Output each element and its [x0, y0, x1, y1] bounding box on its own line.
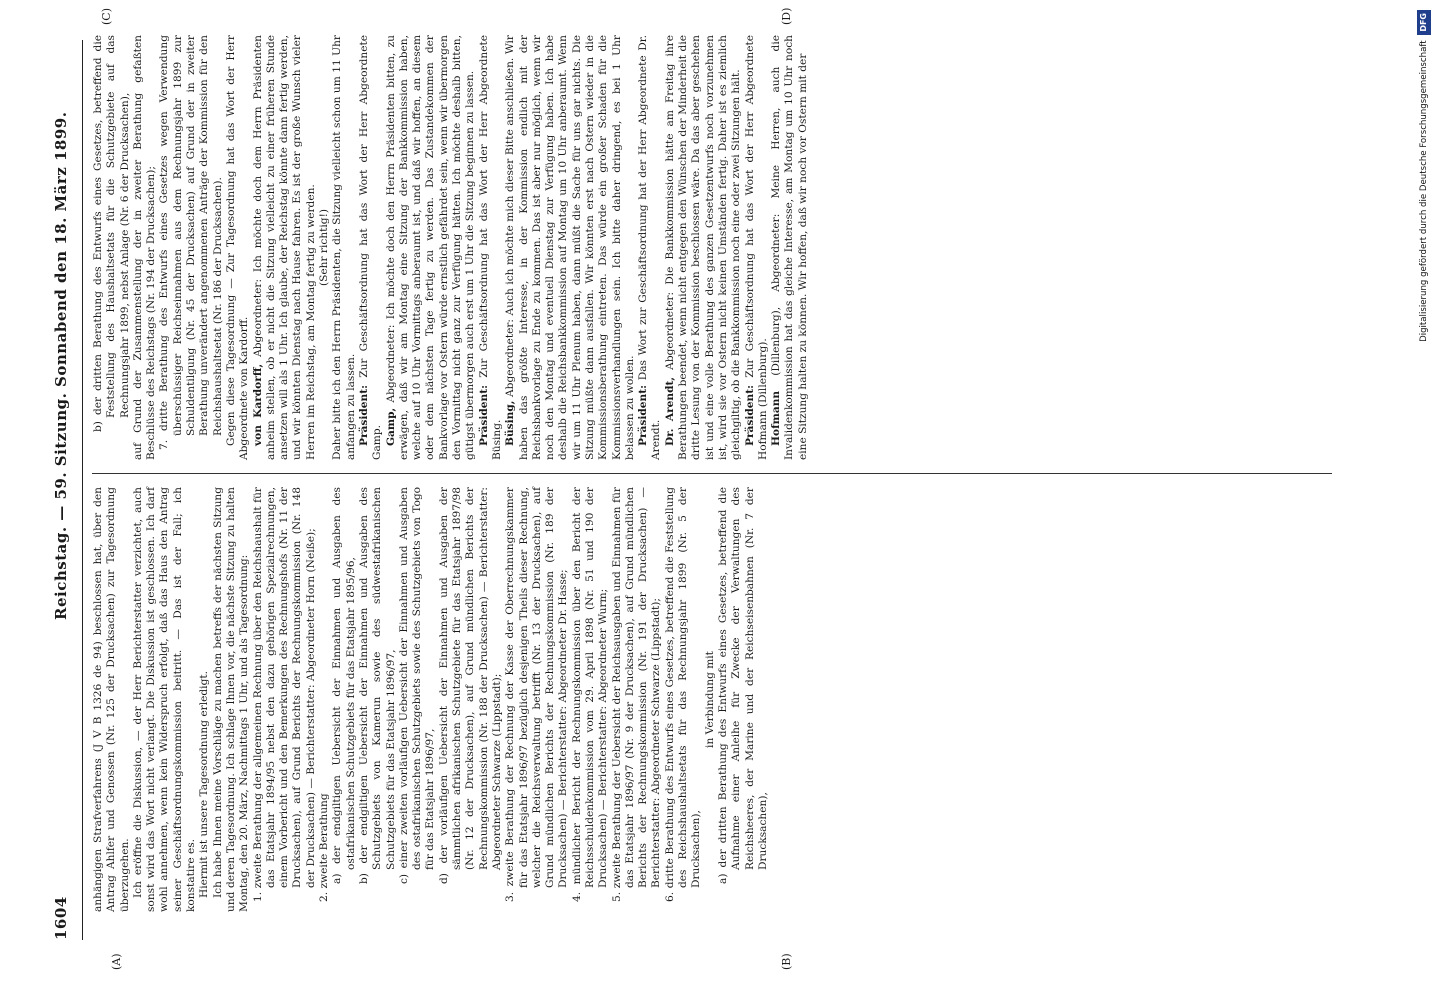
speaker-name: Präsident: [357, 384, 370, 446]
speaker-name: Präsident: [637, 384, 650, 446]
left-paragraph [358, 487, 398, 912]
paragraph-text: Abgeordneter: Auch ich möchte mich dieser Bitte anschließen. Wir haben das größte Interesse, in der Kommission endlich mit der Reichsbankvorlage zu Ende zu kommen. Das ist aber nur möglich, wenn wir noch den Montag und eventuell Dienstag zur Verfügung haben. Ich habe deshalb die Reichsbankkommission auf Montag um 10 Uhr anberaumt. Wenn wir um 11 Uhr Plenum haben, dann müßt die Sache für uns gar nichts. Die Sitzung müßte dann ausfallen. Wir könnten erst nach Ostern wieder in die Kommissionsberathung eintreten. Das würde ein großer Schaden für die Kommissionsverhandlungen sein. Ich bitte daher dringend, es bei 1 Uhr belassen zu wollen. [504, 35, 636, 460]
right-text-column [92, 35, 810, 460]
left-text-column [92, 487, 770, 912]
right-paragraph [331, 35, 358, 460]
paragraph-text: Ich eröffne die Diskussion, — der Herr Berichterstatter verzichtet, auch sonst wird das Wort nicht verlangt. Die Diskussion ist geschlossen. Ich darf wohl annehmen, wenn kein Widerspruch erfolgt, daß das Haus den Antrag seiner Geschäftsordnungskommission beitritt. — Das ist der Fall; ich konstatire es. [131, 487, 198, 912]
left-paragraph [611, 487, 664, 912]
digitization-note [1417, 10, 1431, 990]
paragraph-text: 3. zweite Berathung der Rechnung der Kasse der Oberrechnungskammer für das Etatsjahr 1896/97 bezüglich desjenigen Theils dieser Rechnung, welcher die Reichsverwaltung betrifft (Nr. 13 der Drucksachen), auf Grund mündlichen Berichts der Rechnungskommission (Nr. 189 der Drucksachen) — Berichterstatter: Abgeordneter Dr. Hasse; [504, 487, 570, 902]
speaker-name: Büsing, [504, 400, 517, 446]
right-paragraph [385, 35, 478, 460]
paragraph-text: a) der endgiltigen Uebersicht der Einnahmen und Ausgaben des ostafrikanischen Schutzgebiets für das Etatsjahr 1895/96, [331, 487, 357, 884]
paragraph-text: in Verbindung mit [703, 651, 716, 748]
right-paragraph [225, 35, 252, 460]
header-rule [82, 40, 83, 940]
right-paragraph [358, 35, 385, 460]
paragraph-text: 6. dritte Berathung des Entwurfs eines Gesetzes, betreffend die Feststellung des Reichshaushaltsetats für das Rechnungsjahr 1899 (Nr. 5 der Drucksachen), [663, 487, 703, 902]
paragraph-text: anhängigen Strafverfahrens (J V B 1326 de 94) beschlossen hat, über den Antrag Ahlfer und Genossen (Nr. 125 der Drucksachen) zur Tagesordnung überzugehen. [92, 487, 131, 912]
right-paragraph [132, 35, 159, 460]
dfg-logo: DFG [1417, 10, 1431, 35]
paragraph-text: Abgeordneter: Die Bankkommission hätte am Freitag ihre Berathungen beendet, wenn nicht entgegen den Wünschen der Minderheit die dritte Lesung von der Kommission beschlossen wäre. Da das aber geschehen ist und eine volle Berathung des ganzen Gesetzentwurfs noch vorzunehmen ist, wird sie vor Ostern nicht keinen Umständen fertig. Daher ist es ziemlich gleichgiltig, ob die Bankkommission noch eine oder zwei Sitzungen hält. [663, 35, 743, 460]
paragraph-text: Hiermit ist unsere Tagesordnung erledigt. [198, 671, 211, 898]
right-paragraph [252, 35, 318, 460]
right-paragraph [664, 35, 744, 460]
paragraph-text: Ich habe Ihnen meine Vorschläge zu machen betreffs der nächsten Sitzung und deren Tagesordnung. Ich schlage Ihnen vor, die nächste Sitzung zu halten Montag, den 20. März, Nachmittags 1 Uhr, und als Tagesordnung: [211, 487, 251, 912]
paragraph-text: (Dillenburg), Abgeordneter: Meine Herren, auch die Invalidenkommission hat das gleiche Interesse, am Montag um 10 Uhr noch eine Sitzung halten zu können. Wir hoffen, daß wir noch vor Ostern mit der [770, 35, 809, 460]
margin-marker-b: (B) [780, 953, 793, 970]
speaker-name: Präsident: [743, 384, 756, 446]
margin-marker-d: (D) [780, 7, 793, 25]
paragraph-text: Abgeordneter: Ich möchte doch den Herrn Präsidenten bitten, zu erwägen, daß wir am Montag eine Sitzung der Bankkommission haben, welche auf 10 Uhr Vormittags anberaumt ist, und daß wir hoffen, an diesem oder dem nächsten Tage fertig zu werden. Das Zustandekommen der Bankvorlage vor Ostern würde ernstlich gefährdet sein, wenn wir übermorgen den Vormittag nicht ganz zur Verfügung hätten. Ich möchte deshalb bitten, gütigst übermorgen auch erst um 1 Uhr die Sitzung beginnen zu lassen. [384, 35, 477, 460]
page-number: 1604 [52, 896, 70, 940]
paragraph-text: Zur Geschäftsordnung hat das Wort der Herr Abgeordnete Hofmann (Dillenburg). [743, 35, 769, 460]
paragraph-text: a) der dritten Berathung des Entwurfs eines Gesetzes, betreffend die Aufnahme einer Anleihe für Zwecke der Verwaltungen des Reichsheeres, der Marine und der Reichseisenbahnen (Nr. 7 der Drucksachen), [716, 487, 769, 884]
right-paragraph [744, 35, 771, 460]
digitization-note-text: Digitalisierung gefördert durch die Deutsche Forschungsgemeinschaft [1419, 40, 1429, 342]
left-paragraph [717, 487, 770, 912]
page-header [52, 40, 76, 940]
right-paragraph [92, 35, 132, 460]
paragraph-text: Zur Geschäftsordnung hat das Wort der Herr Abgeordnete Büsing. [477, 35, 503, 460]
speaker-name: Hofmann [770, 390, 783, 446]
left-paragraph [252, 487, 318, 912]
column-divider [92, 473, 1332, 474]
paragraph-text: 5. zweite Berathung der Uebersicht der Reichsausgaben und Einnahmen für das Etatsjahr 1896/97 (Nr. 9 der Drucksachen), auf Grund mündlichen Berichts der Rechnungskommission (Nr. 191 der Drucksachen) — Berichterstatter: Abgeordneter Schwarze (Lippstadt); [610, 487, 663, 902]
paragraph-text: Zur Geschäftsordnung hat das Wort der Herr Abgeordnete Gamp. [357, 35, 384, 460]
speaker-name: Dr. Arendt, [663, 376, 676, 446]
margin-marker-a: (A) [110, 953, 123, 970]
left-paragraph [132, 487, 198, 912]
paragraph-text: 7. dritte Berathung des Entwurfs eines Gesetzes wegen Verwendung überschüssiger Reichseinnahmen aus dem Rechnungsjahr 1899 zur Schuldentilgung (Nr. 45 der Drucksachen) auf Grund der in zweiter Berathung unverändert angenommenen Anträge der Kommission für den Reichshaushaltsetat (Nr. 186 der Drucksachen). [158, 35, 224, 450]
left-paragraph [331, 487, 358, 912]
paragraph-text: Gegen diese Tagesordnung — Zur Tagesordnung hat das Wort der Herr Abgeordnete von Kardorff. [224, 35, 251, 460]
left-paragraph [438, 487, 504, 912]
right-paragraph [770, 35, 810, 460]
right-paragraph [637, 35, 664, 460]
right-paragraph [318, 35, 331, 460]
left-paragraph [664, 487, 704, 912]
left-paragraph [198, 487, 211, 912]
paragraph-text: b) der dritten Berathung des Entwurfs eines Gesetzes, betreffend die Feststellung des Haushaltsetats für die Schutzgebiete auf das Rechnungsjahr 1899, nebst Anlage (Nr. 6 der Drucksachen), [92, 35, 131, 432]
margin-marker-c: (C) [100, 8, 113, 25]
right-paragraph [504, 35, 637, 460]
paragraph-text: Das Wort zur Geschäftsordnung hat der Herr Abgeordnete Dr. Arendt. [637, 35, 663, 460]
paragraph-text: (Sehr richtig!) [318, 209, 331, 286]
left-paragraph [571, 487, 611, 912]
speaker-name: Gamp, [384, 407, 397, 446]
speaker-name: von Kardorff, [251, 363, 264, 446]
right-paragraph [478, 35, 505, 460]
paragraph-text: 2. zweite Berathung [318, 793, 331, 902]
paragraph-text: auf Grund der Zusammenstellung der in zweiter Berathung gefaßten Beschlüsse des Reichstags (Nr. 194 der Drucksachen); [131, 35, 158, 460]
running-title: Reichstag. — 59. Sitzung. Sonnabend den 18. März 1899. [52, 111, 70, 620]
speaker-name: Präsident: [477, 384, 490, 446]
left-paragraph [398, 487, 438, 912]
paragraph-text: Abgeordneter: Ich möchte doch dem Herrn Präsidenten anheim stellen, ob er nicht die Sitzung vielleicht zu einer früheren Stunde ansetzen will als 1 Uhr. Ich glaube, der Reichstag könnte dann fertig werden, und wir könnten Dienstag nach Hause fahren. Es ist der große Wunsch vieler Herren im Reichstag, am Montag fertig zu werden. [251, 34, 317, 460]
left-paragraph [212, 487, 252, 912]
left-paragraph [504, 487, 570, 912]
right-paragraph [158, 35, 224, 460]
paragraph-text: Daher bitte ich den Herrn Präsidenten, die Sitzung vielleicht schon um 11 Uhr anfangen zu lassen. [331, 35, 357, 460]
paragraph-text: 1. zweite Berathung der allgemeinen Rechnung über den Reichshaushalt für das Etatsjahr 1894/95 nebst den dazu gehörigen Spezialrechnungen, einem Vorbericht und den Bemerkungen des Rechnungshofs (Nr. 11 der Drucksachen), auf Grund Berichts der Rechnungskommission (Nr. 148 der Drucksachen) — Berichterstatter: Abgeordneter Horn (Neiße); [251, 487, 317, 902]
paragraph-text: b) der endgiltigen Uebersicht der Einnahmen und Ausgaben des Schutzgebiets von Kamerun sowie des südwestafrikanischen Schutzgebiets für das Etatsjahr 1896/97, [357, 487, 397, 884]
left-paragraph [704, 487, 717, 912]
left-paragraph [318, 487, 331, 912]
paragraph-text: 4. mündlicher Bericht der Rechnungskommission über den Bericht der Reichsschuldenkommission vom 29. April 1898 (Nr. 51 und 190 der Drucksachen) — Berichterstatter: Abgeordneter Wurm; [570, 487, 610, 902]
paragraph-text: d) der vorläufigen Uebersicht der Einnahmen und Ausgaben der sämmtlichen afrikanischen Schutzgebiete für das Etatsjahr 1897/98 (Nr. 12 der Drucksachen), auf Grund mündlichen Berichts der Rechnungskommission (Nr. 188 der Drucksachen) — Berichterstatter: Abgeordneter Schwarze (Lippstadt); [437, 487, 503, 884]
left-paragraph [92, 487, 132, 912]
paragraph-text: c) einer zweiten vorläufigen Uebersicht der Einnahmen und Ausgaben des ostafrikanischen Schutzgebiets sowie des Schutzgebiets von Togo für das Etatsjahr 1896/97, [397, 487, 437, 884]
